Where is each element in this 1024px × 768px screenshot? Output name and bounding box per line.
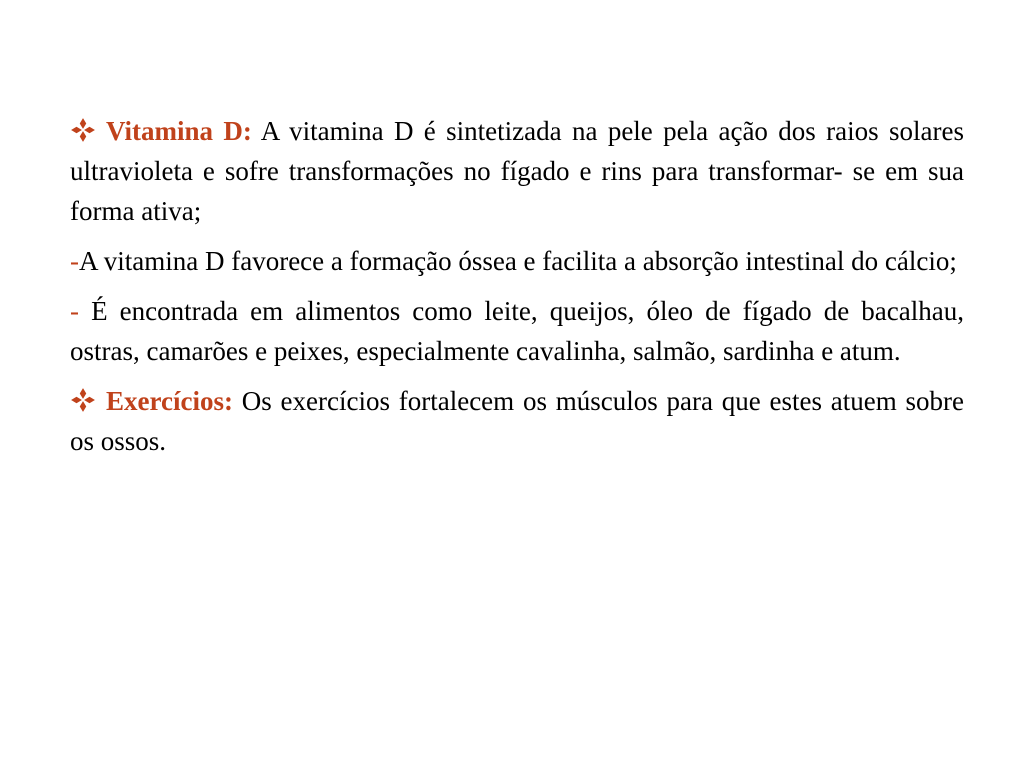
exercises-text: Os exercícios fortalecem os músculos para que estes atuem sobre os ossos. xyxy=(70,386,964,456)
paragraph-foods xyxy=(70,291,964,371)
vitamin-d-term: Vitamina D: xyxy=(106,116,252,146)
paragraph-exercises xyxy=(70,381,964,461)
diamond-bullet-icon xyxy=(70,117,96,143)
foods-text: É encontrada em alimentos como leite, queijos, óleo de fígado de bacalhau, ostras, camarões e peixes, especialmente cavalinha, salmão, sardinha e atum. xyxy=(70,296,964,366)
paragraph-bone-absorption xyxy=(70,241,964,281)
vitamin-d-text: A vitamina D é sintetizada na pele pela ação dos raios solares ultravioleta e sofre transformações no fígado e rins para transformar- se em sua forma ativa; xyxy=(70,116,964,226)
diamond-bullet-icon xyxy=(70,387,96,413)
slide-content xyxy=(70,111,964,471)
dash-marker: - xyxy=(70,296,92,326)
paragraph-vitamin-d xyxy=(70,111,964,231)
bone-absorption-text: A vitamina D favorece a formação óssea e facilita a absorção intestinal do cálcio; xyxy=(79,246,957,276)
dash-marker: - xyxy=(70,246,79,276)
exercises-term: Exercícios: xyxy=(106,386,233,416)
